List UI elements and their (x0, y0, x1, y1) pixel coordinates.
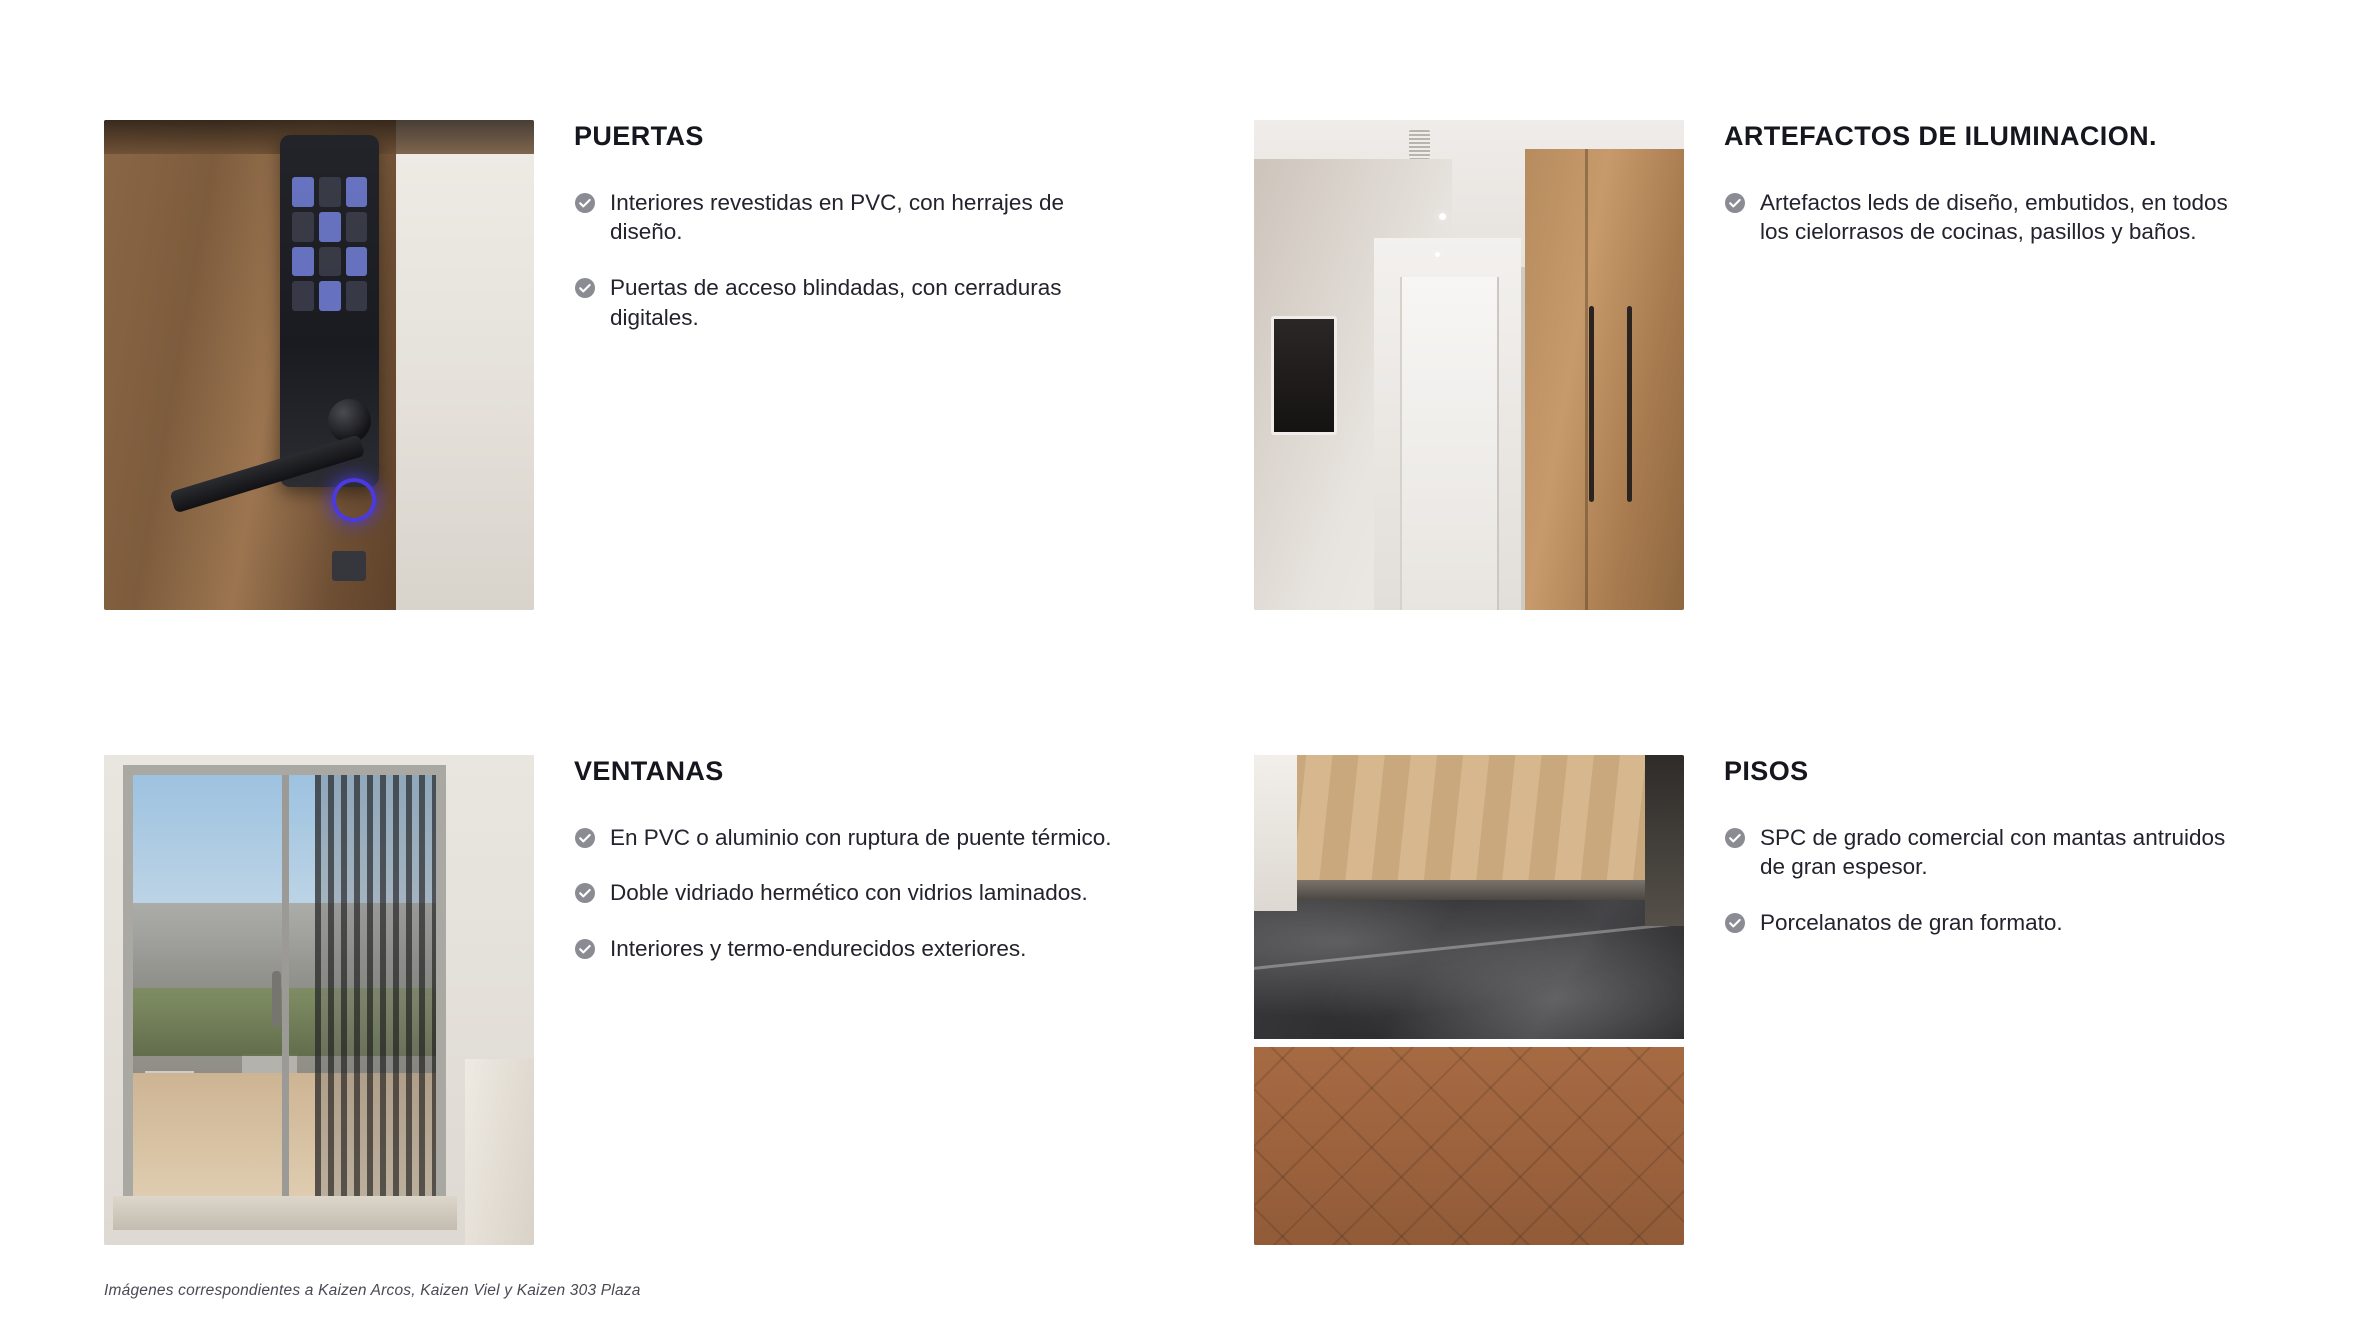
check-circle-icon (1724, 912, 1746, 934)
bullet-text: Porcelanatos de gran formato. (1760, 910, 2063, 936)
page-title-pisos: PISOS (1724, 756, 1809, 786)
footnote: Imágenes correspondientes a Kaizen Arcos, Kaizen Viel y Kaizen 303 Plaza (104, 1282, 641, 1299)
bullet-text: Interiores revestidas en PVC, con herrajes de diseño. (610, 189, 1064, 245)
list-item (574, 823, 1134, 853)
check-circle-icon (1724, 192, 1746, 214)
bullet-text: En PVC o aluminio con ruptura de puente térmico. (610, 824, 1112, 850)
flooring-photo (1254, 755, 1684, 1245)
check-circle-icon (574, 882, 596, 904)
bullet-list-pisos (1724, 823, 2244, 938)
bullet-list-ventanas (574, 823, 1254, 964)
list-item (574, 188, 1134, 247)
page-title-ventanas: VENTANAS (574, 756, 724, 786)
section-ventanas (534, 755, 1254, 1275)
list-item (1724, 908, 2244, 938)
media-ventanas (104, 755, 534, 1275)
check-circle-icon (574, 938, 596, 960)
bullet-list-iluminacion (1724, 188, 2244, 247)
list-item (574, 934, 1134, 964)
section-iluminacion (1684, 120, 2244, 755)
list-item (1724, 823, 2244, 882)
section-puertas (534, 120, 1254, 755)
window-balcony-photo (104, 755, 534, 1245)
bullet-text: Puertas de acceso blindadas, con cerraduras digitales. (610, 275, 1062, 330)
list-item (574, 878, 1134, 908)
list-item (1724, 188, 2244, 247)
check-circle-icon (574, 192, 596, 214)
bullet-text: SPC de grado comercial con mantas antruidos de gran espesor. (1760, 824, 2226, 880)
page-title-iluminacion: ARTEFACTOS DE ILUMINACION. (1724, 121, 2157, 151)
door-digital-lock-photo (104, 120, 534, 610)
spec-grid (104, 120, 2289, 1275)
media-iluminacion (1254, 120, 1684, 755)
hallway-lighting-photo (1254, 120, 1684, 610)
check-circle-icon (574, 827, 596, 849)
list-item (574, 273, 1134, 332)
page-title-puertas: PUERTAS (574, 121, 704, 151)
bullet-text: Artefactos leds de diseño, embutidos, en todos los cielorrasos de cocinas, pasillos y baños. (1760, 189, 2228, 245)
section-pisos (1684, 755, 2244, 1275)
bullet-text: Interiores y termo-endurecidos exteriores. (610, 936, 1027, 962)
bullet-list-puertas (574, 188, 1254, 333)
bullet-text: Doble vidriado hermético con vidrios laminados. (610, 880, 1088, 906)
check-circle-icon (1724, 827, 1746, 849)
media-pisos (1254, 755, 1684, 1275)
media-puertas (104, 120, 534, 755)
check-circle-icon (574, 277, 596, 299)
